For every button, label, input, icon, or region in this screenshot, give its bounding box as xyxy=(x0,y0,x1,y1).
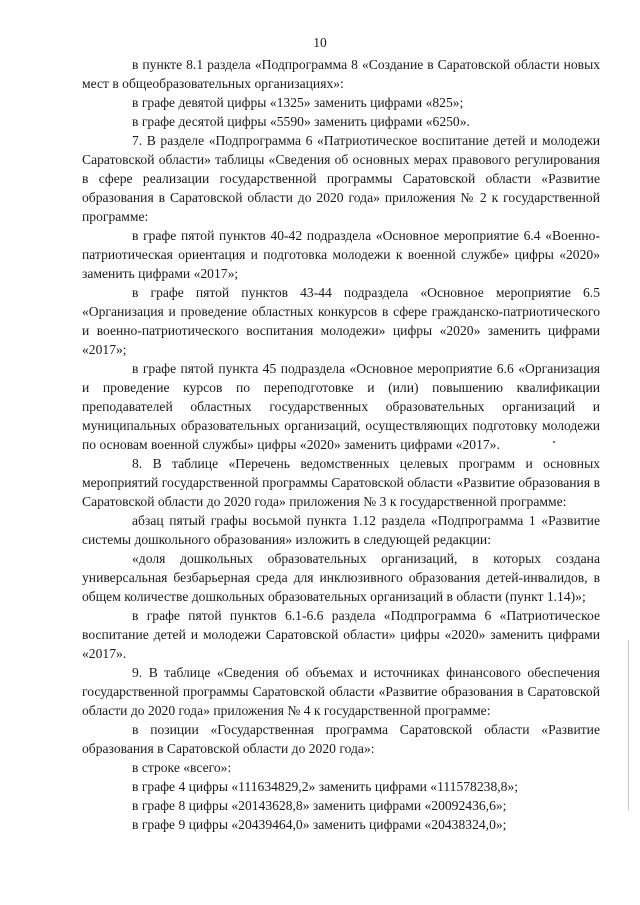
page-number: 10 xyxy=(313,35,327,50)
paragraph: в графе пятой пунктов 6.1-6.6 раздела «Подпрограмма 6 «Патриотическое воспитание детей и молодежи Саратовской области» цифры «2020» заменить цифрами «2017». xyxy=(82,608,600,661)
scan-speck xyxy=(553,441,555,443)
paragraph: 8. В таблице «Перечень ведомственных целевых программ и основных мероприятий государственной программы Саратовской области «Развитие образования в Саратовской области до 2020 года» приложения № 3 к государственной программе: xyxy=(82,456,600,509)
paragraph: 9. В таблице «Сведения об объемах и источниках финансового обеспечения государственной программы Саратовской области «Развитие образования в Саратовской области до 2020 года» приложения № 4 к государственной программе: xyxy=(82,665,600,718)
paragraph: в графе пятой пунктов 40-42 подраздела «Основное мероприятие 6.4 «Военно-патриотическая ориентация и подготовка молодежи к военной службе» цифры «2020» заменить цифрами «2017»; xyxy=(82,228,600,281)
document-body xyxy=(82,55,600,834)
paragraph: в пункте 8.1 раздела «Подпрограмма 8 «Создание в Саратовской области новых мест в общеобразовательных организациях»: xyxy=(82,57,600,91)
paragraph: «доля дошкольных образовательных организаций, в которых создана универсальная безбарьерная среда для инклюзивного образования детей-инвалидов, в общем количестве дошкольных образовательных организаций в области (пункт 1.14)»; xyxy=(82,551,600,604)
paragraph: в позиции «Государственная программа Саратовской области «Развитие образования в Саратовской области до 2020 года»: xyxy=(82,722,600,756)
paragraph: в графе десятой цифры «5590» заменить цифрами «6250». xyxy=(132,114,470,129)
paragraph: абзац пятый графы восьмой пункта 1.12 раздела «Подпрограмма 1 «Развитие системы дошкольного образования» изложить в следующей редакции: xyxy=(82,513,600,547)
paragraph: в графе 8 цифры «20143628,8» заменить цифрами «20092436,6»; xyxy=(132,798,507,813)
paragraph: в графе 9 цифры «20439464,0» заменить цифрами «20438324,0»; xyxy=(132,817,507,832)
paragraph: в графе пятой пункта 45 подраздела «Основное мероприятие 6.6 «Организация и проведение курсов по переподготовке и (или) повышению квалификации преподавателей областных государственных образовательных организаций и муниципальных образовательных организаций, осуществляющих подготовку молодежи по основам военной службы» цифры «2020» заменить цифрами «2017». xyxy=(82,361,600,452)
paragraph: в графе пятой пунктов 43-44 подраздела «Основное мероприятие 6.5 «Организация и проведение областных конкурсов в сфере гражданско-патриотического и военно-патриотического воспитания молодежи» цифры «2020» заменить цифрами «2017»; xyxy=(82,285,600,357)
paragraph: в строке «всего»: xyxy=(132,760,232,775)
paragraph: в графе девятой цифры «1325» заменить цифрами «825»; xyxy=(132,95,464,110)
paragraph: в графе 4 цифры «111634829,2» заменить цифрами «111578238,8»; xyxy=(132,779,519,794)
scan-edge-line xyxy=(628,640,629,810)
paragraph: 7. В разделе «Подпрограмма 6 «Патриотическое воспитание детей и молодежи Саратовской области» таблицы «Сведения об основных мерах правового регулирования в сфере реализации государственной программы Саратовской области «Развитие образования в Саратовской области до 2020 года» приложения № 2 к государственной программе: xyxy=(82,133,600,224)
